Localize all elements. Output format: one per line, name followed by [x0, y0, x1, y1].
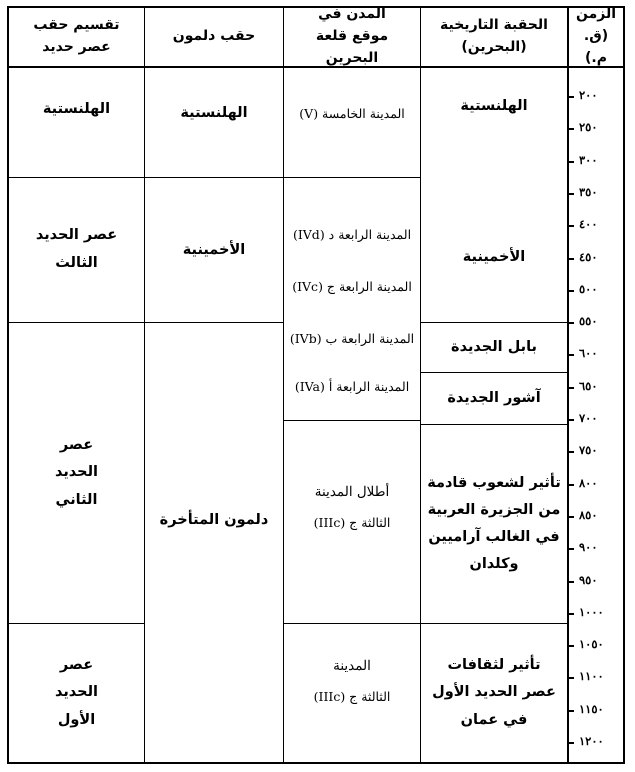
- city-third: [284, 650, 420, 712]
- bahrain-neo-assyria: آشور الجديدة: [447, 390, 541, 407]
- time-tick-label: ٢٠٠: [579, 88, 598, 102]
- city-ivb: المدينة الرابعة ب (IVb): [289, 331, 415, 347]
- city-iva: المدينة الرابعة أ (IVa): [294, 379, 410, 395]
- time-tick-mark: [569, 258, 574, 260]
- time-tick-mark: [569, 128, 574, 130]
- time-tick-label: ٧٥٠: [579, 443, 598, 458]
- header-iron: تقسيم حقب عصر حديد: [33, 17, 120, 55]
- time-tick-label: ٥٥٠: [579, 314, 598, 329]
- time-tick-mark: [569, 225, 574, 227]
- city-third-line2: الثالثة ج (IIIc): [313, 689, 391, 705]
- iron-hellenistic: الهلنستية: [42, 100, 111, 117]
- time-tick-mark: [569, 161, 574, 163]
- time-tick-mark: [569, 548, 574, 550]
- time-tick-label: ١١٠٠: [579, 669, 604, 684]
- bahrain-neo-babylon: بابل الجديدة: [451, 339, 537, 356]
- time-tick-label: ١٠٠٠: [579, 604, 604, 619]
- bahrain-hellenistic: الهلنستية: [460, 97, 528, 114]
- dilmun-hellenistic: الهلنستية: [180, 104, 248, 121]
- city-ivc: المدينة الرابعة ج (IVc): [292, 279, 412, 295]
- time-axis: [569, 68, 623, 762]
- city-ruins: [284, 476, 420, 538]
- time-tick-label: ٨٠٠: [579, 475, 598, 490]
- time-tick-mark: [569, 613, 574, 615]
- time-tick-label: ٥٠٠: [579, 281, 598, 296]
- time-tick-mark: [569, 290, 574, 292]
- time-tick-mark: [569, 677, 574, 679]
- time-tick-mark: [569, 193, 574, 195]
- city-ivd: المدينة الرابعة د (IVd): [292, 227, 412, 243]
- iron-1: عصر الحديد الأول: [54, 656, 99, 728]
- iron-2: عصر الحديد الثاني: [54, 436, 99, 508]
- time-tick-label: ٧٠٠: [579, 411, 598, 425]
- time-tick-mark: [569, 742, 574, 744]
- time-tick-label: ٣٥٠: [579, 184, 598, 199]
- time-tick-mark: [569, 354, 574, 356]
- time-tick-label: ٣٠٠: [579, 152, 598, 167]
- cities-rule-3: [283, 623, 421, 624]
- time-tick-mark: [569, 387, 574, 389]
- iron-3: عصر الحديد الثالث: [35, 227, 118, 271]
- bahrain-arabian-influence: تأثير لشعوب قادمة من الجزيرة العربية في الغالب آراميين وكلدان: [427, 475, 561, 572]
- time-tick-label: ١٢٠٠: [579, 734, 604, 748]
- bahrain-oman-influence: تأثير لثقافات عصر الحديد الأول في عمان: [432, 656, 556, 728]
- time-tick-label: ٤٠٠: [579, 217, 598, 232]
- time-tick-label: ٦٠٠: [579, 346, 598, 361]
- time-tick-label: ١٠٥٠: [579, 637, 604, 652]
- city-third-line1: المدينة: [333, 658, 371, 674]
- city-ruins-line2: الثالثة ج (IIIc): [313, 515, 391, 531]
- header-time: الزمن (ق. م.): [575, 6, 617, 66]
- border-bottom: [7, 762, 625, 764]
- time-tick-label: ٢٥٠: [579, 120, 598, 135]
- time-tick-mark: [569, 710, 574, 712]
- time-tick-mark: [569, 419, 574, 421]
- cities-rule-2: [283, 420, 421, 421]
- time-tick-mark: [569, 645, 574, 647]
- dilmun-late: دلمون المتأخرة: [159, 511, 269, 528]
- time-tick-mark: [569, 516, 574, 518]
- header-cities: المدن في موقع قلعة البحرين: [315, 6, 389, 66]
- time-tick-label: ٨٥٠: [579, 507, 598, 522]
- border-right: [623, 6, 625, 764]
- time-tick-mark: [569, 96, 574, 98]
- header-bahrain: الحقبة التاريخية (البحرين): [440, 17, 548, 55]
- time-tick-label: ٩٠٠: [579, 540, 598, 555]
- header-dilmun: حقب دلمون: [172, 28, 256, 45]
- city-ruins-line1: أطلال المدينة: [314, 484, 390, 500]
- city-v: المدينة الخامسة (V): [299, 106, 405, 122]
- time-tick-label: ١١٥٠: [579, 701, 604, 716]
- time-tick-mark: [569, 451, 574, 453]
- time-tick-label: ٦٥٠: [579, 378, 598, 393]
- time-tick-mark: [569, 581, 574, 583]
- dilmun-achaemenid: الأخمينية: [182, 241, 246, 258]
- bahrain-achaemenid: الأخمينية: [462, 248, 526, 265]
- time-tick-mark: [569, 322, 574, 324]
- time-tick-mark: [569, 484, 574, 486]
- dilmun-rule-2: [144, 322, 284, 323]
- time-tick-label: ٤٥٠: [579, 249, 598, 264]
- time-tick-label: ٩٥٠: [579, 572, 598, 587]
- cities-rule-1: [283, 177, 421, 178]
